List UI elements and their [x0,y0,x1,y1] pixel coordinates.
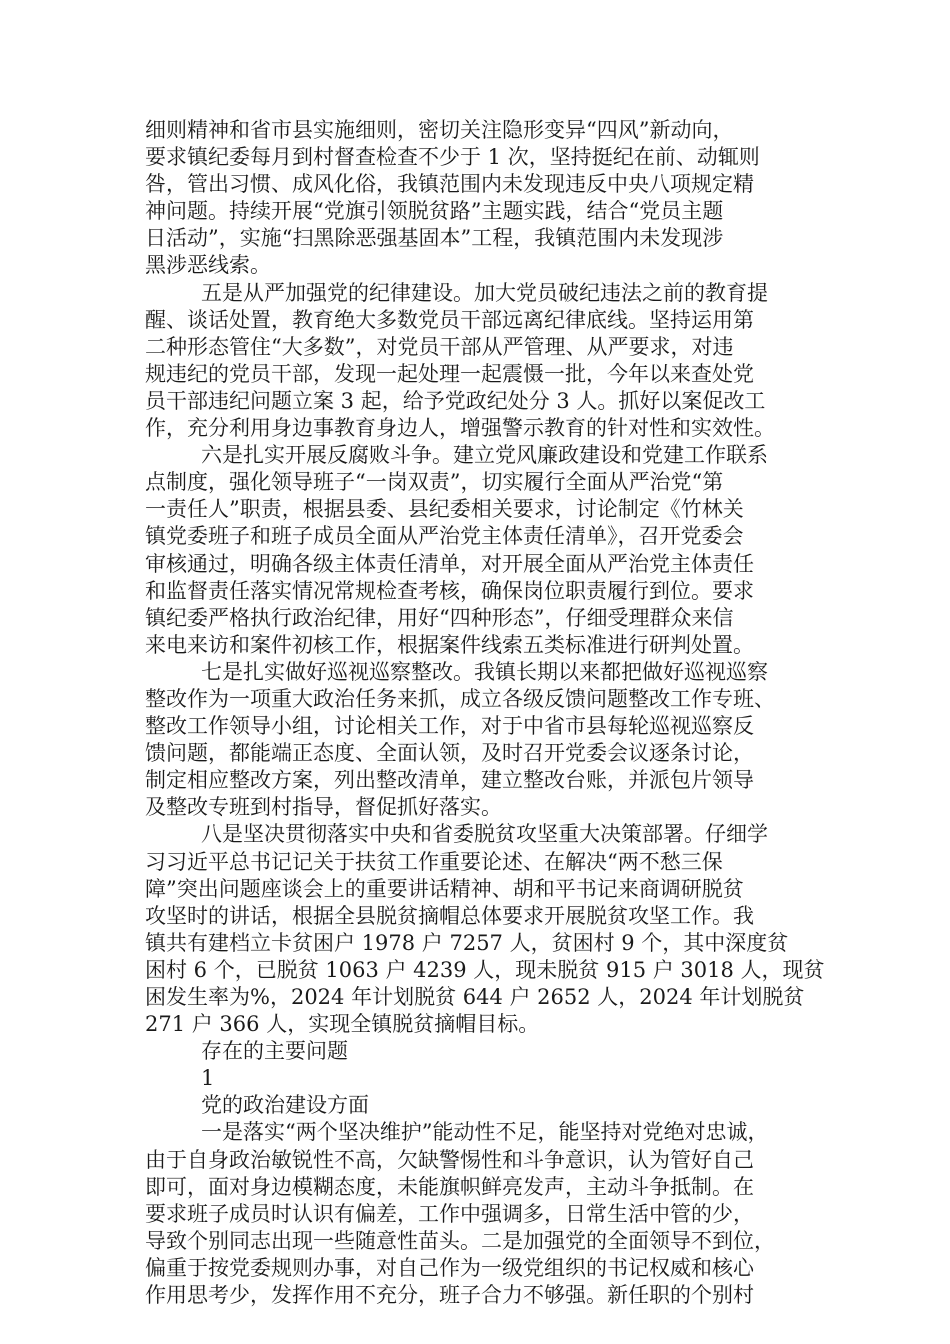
text-line: 即可，面对身边模糊态度，未能旗帜鲜亮发声，主动斗争抵制。在 [145,1174,754,1199]
text-line: 细则精神和省市县实施细则，密切关注隐形变异“四风”新动向， [145,118,734,142]
text-line: 镇共有建档立卡贫困户 1978 户 7257 人，贫困村 9 个，其中深度贫 [145,930,789,955]
text-line: 和监督责任落实情况常规检查考核，确保岗位职责履行到位。要求 [145,578,754,603]
text-line: 二种形态管住“大多数”，对党员干部从严管理、从严要求，对违 [145,334,734,359]
text-line: 要求镇纪委每月到村督查检查不少于 1 次，坚持挺纪在前、动辄则 [145,145,760,170]
text-line: 镇纪委严格执行政治纪律，用好“四种形态”，仔细受理群众来信 [145,605,734,630]
text-line: 来电来访和案件初核工作，根据案件线索五类标准进行研判处置。 [145,632,754,657]
text-line: 审核通过，明确各级主体责任清单，对开展全面从严治党主体责任 [145,551,754,576]
text-line: 一责任人”职责，根据县委、县纪委相关要求，讨论制定《竹林关 [145,497,744,522]
text-line: 271 户 366 人，实现全镇脱贫摘帽目标。 [145,1012,540,1037]
text-line: 作用思考少，发挥作用不充分，班子合力不够强。新任职的个别村 [145,1283,754,1308]
text-line: 要求班子成员时认识有偏差，工作中强调多，日常生活中管的少， [145,1201,754,1226]
text-line: 员干部违纪问题立案 3 起，给予党政纪处分 3 人。抓好以案促改工 [145,388,766,413]
text-line: 镇党委班子和班子成员全面从严治党主体责任清单》，召开党委会 [145,524,744,549]
text-line: 困村 6 个，已脱贫 1063 户 4239 人，现未脱贫 915 户 3018 人，现贫 [145,957,825,982]
text-line: 1 [201,1066,215,1091]
text-line: 攻坚时的讲话，根据全县脱贫摘帽总体要求开展脱贫攻坚工作。我 [145,903,754,928]
text-line: 偏重于按党委规则办事，对自己作为一级党组织的书记权威和核心 [145,1255,754,1280]
document-page [145,117,829,1309]
text-line: 整改作为一项重大政治任务来抓，成立各级反馈问题整改工作专班、 [145,686,775,711]
text-line: 神问题。持续开展“党旗引领脱贫路”主题实践，结合“党员主题 [145,199,724,224]
text-line: 六是扎实开展反腐败斗争。建立党风廉政建设和党建工作联系 [201,443,768,468]
text-line: 制定相应整改方案，列出整改清单，建立整改台账，并派包片领导 [145,768,754,793]
text-line: 存在的主要问题 [201,1039,348,1064]
text-line: 点制度，强化领导班子“一岗双责”，切实履行全面从严治党“第 [145,470,724,495]
text-line: 规违纪的党员干部，发现一起处理一起震慑一批，今年以来查处党 [145,361,754,386]
text-line: 一是落实“两个坚决维护”能动性不足，能坚持对党绝对忠诚， [201,1120,769,1145]
text-line: 七是扎实做好巡视巡察整改。我镇长期以来都把做好巡视巡察 [201,659,768,684]
text-line: 困发生率为%，2024 年计划脱贫 644 户 2652 人，2024 年计划脱贫 [145,985,805,1009]
text-line: 日活动”，实施“扫黑除恶强基固本”工程，我镇范围内未发现涉 [145,226,724,251]
text-line: 黑涉恶线索。 [145,253,271,278]
text-line: 五是从严加强党的纪律建设。加大党员破纪违法之前的教育提 [201,280,768,305]
text-line: 馈问题，都能端正态度、全面认领，及时召开党委会议逐条讨论， [145,741,754,766]
text-line: 党的政治建设方面 [201,1093,369,1118]
text-line: 醒、谈话处置，教育绝大多数党员干部远离纪律底线。坚持运用第 [145,307,754,332]
text-line: 障”突出问题座谈会上的重要讲话精神、胡和平书记来商调研脱贫 [145,876,744,901]
text-line: 习习近平总书记记关于扶贫工作重要论述、在解决“两不愁三保 [145,849,723,874]
text-line: 咎，管出习惯、成风化俗，我镇范围内未发现违反中央八项规定精 [145,172,754,197]
text-line: 作，充分利用身边事教育身边人，增强警示教育的针对性和实效性。 [145,416,775,441]
text-line: 八是坚决贯彻落实中央和省委脱贫攻坚重大决策部署。仔细学 [201,822,768,847]
text-line: 导致个别同志出现一些随意性苗头。二是加强党的全面领导不到位， [145,1228,775,1253]
text-line: 整改工作领导小组，讨论相关工作，对于中省市县每轮巡视巡察反 [145,714,754,739]
text-line: 由于自身政治敏锐性不高，欠缺警惕性和斗争意识，认为管好自己 [145,1147,754,1172]
text-line: 及整改专班到村指导，督促抓好落实。 [145,795,502,820]
